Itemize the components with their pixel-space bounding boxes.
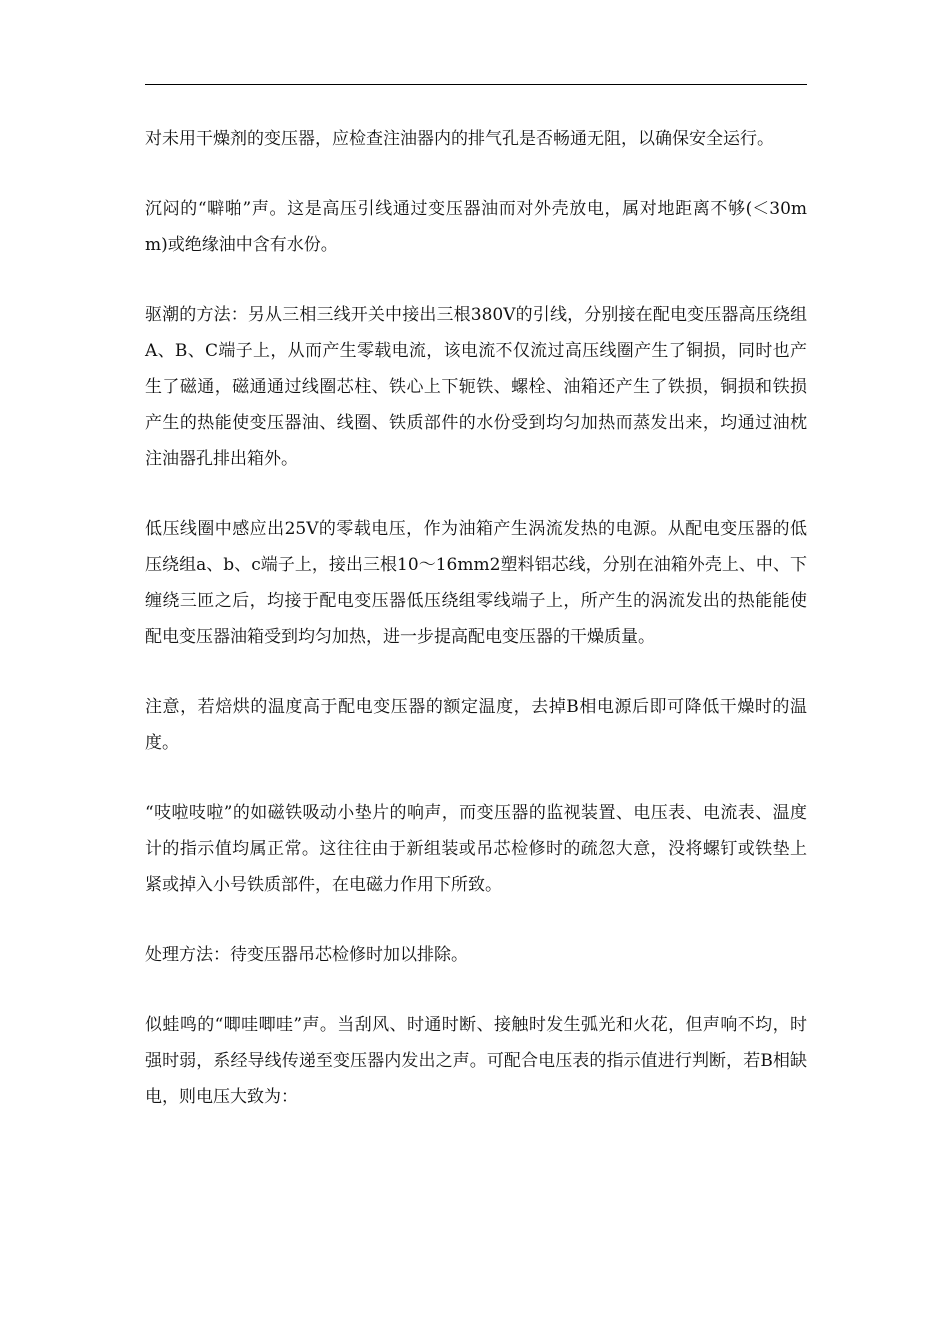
paragraph-frog-sound: 似蛙鸣的“唧哇唧哇”声。当刮风、时通时断、接触时发生弧光和火花，但声响不均，时强时弱，系经导线传递至变压器内发出之声。可配合电压表的指示值进行判断，若B相缺电，则电压大致为： [145,1015,807,1107]
paragraph-moisture-removal-method: 驱潮的方法：另从三相三线开关中接出三根380V的引线，分别接在配电变压器高压绕组A、B、C端子上，从而产生零载电流，该电流不仅流过高压线圈产生了铜损，同时也产生了磁通，磁通通过线圈芯柱、铁心上下轭铁、螺栓、油箱还产生了铁损，铜损和铁损产生的热能使变压器油、线圈、铁质部件的水份受到均匀加热而蒸发出来，均通过油枕注油器孔排出箱外。 [145,305,807,469]
paragraph-crackling-sound: 沉闷的“噼啪”声。这是高压引线通过变压器油而对外壳放电，属对地距离不够(＜30mm)或绝缘油中含有水份。 [145,199,807,255]
paragraph-temperature-note: 注意，若焙烘的温度高于配电变压器的额定温度，去掉B相电源后即可降低干燥时的温度。 [145,697,807,753]
header-rule [145,84,807,85]
paragraph-low-voltage-induction: 低压线圈中感应出25V的零载电压，作为油箱产生涡流发热的电源。从配电变压器的低压绕组a、b、c端子上，接出三根10～16mm2塑料铝芯线，分别在油箱外壳上、中、下缠绕三匝之后，均接于配电变压器低压绕组零线端子上，所产生的涡流发出的热能能使配电变压器油箱受到均匀加热，进一步提高配电变压器的干燥质量。 [145,519,807,647]
paragraph-treatment-method: 处理方法：待变压器吊芯检修时加以排除。 [145,945,468,965]
paragraph-magnetic-noise: “吱啦吱啦”的如磁铁吸动小垫片的响声，而变压器的监视装置、电压表、电流表、温度计的指示值均属正常。这往往由于新组装或吊芯检修时的疏忽大意，没将螺钉或铁垫上紧或掉入小号铁质部件，在电磁力作用下所致。 [145,803,807,895]
document-body [145,121,807,1149]
paragraph-dryer-check: 对未用干燥剂的变压器，应检查注油器内的排气孔是否畅通无阻，以确保安全运行。 [145,129,774,149]
